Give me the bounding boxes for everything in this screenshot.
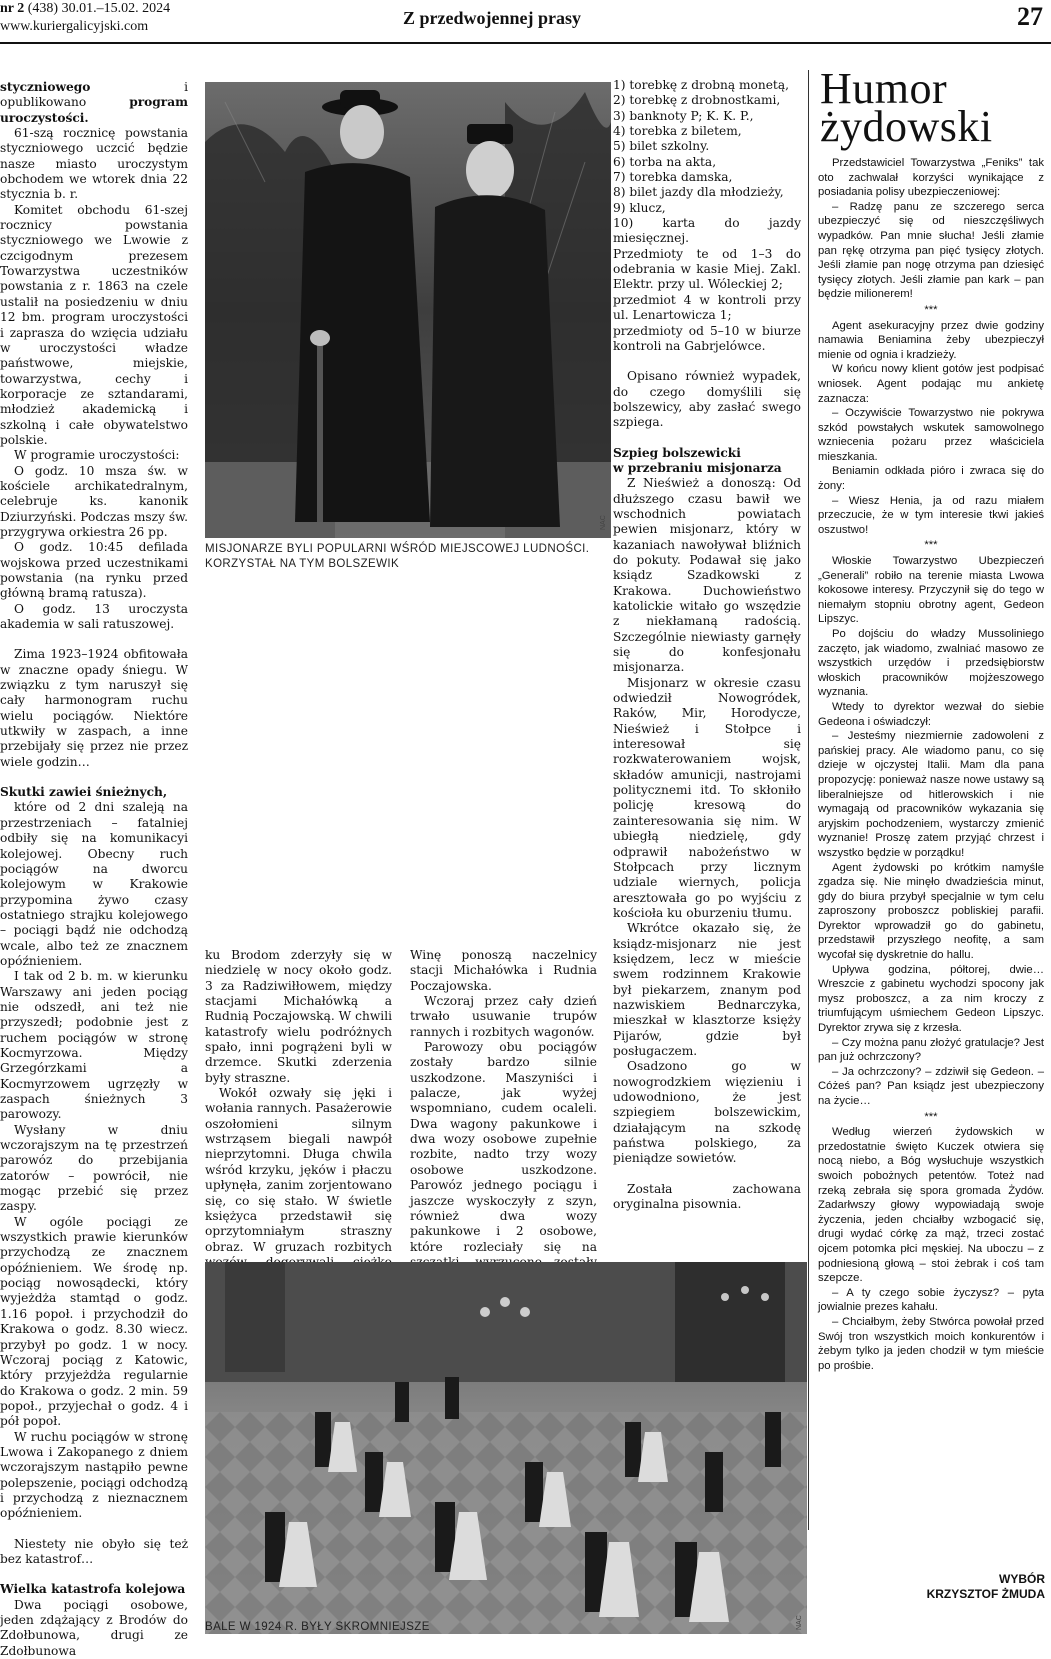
separator: *** <box>924 1110 938 1123</box>
joke-paragraph: – A ty czego sobie życzysz? – pyta jowialnie prezes kahału. <box>818 1286 1044 1314</box>
header-rule <box>0 42 1051 44</box>
page-number: 27 <box>1017 2 1043 31</box>
joke-paragraph: Przedstawiciel Towarzystwa „Feniks” tak oto zachwalał korzyści wynikające z posiadania polisy ubezpieczeniowej: <box>818 157 1044 199</box>
paragraph: przedmioty od 5–10 w biurze kontroli na Gabrjelówce. <box>613 323 801 353</box>
paragraph: przedmiot 4 w kontroli przy ul. Lenartowicza 1; <box>613 292 801 323</box>
issue-info <box>0 0 170 36</box>
paragraph: Komitet obchodu 61-szej rocznicy powstania styczniowego we Lwowie z czcigodnym prezesem Towarzystwa uczestników powstania z r. 1863 na czele ustalił na posiedzeniu w dniu 12 bm. program uroczystości i zaprasza do wzięcia udziału w uroczystości władze państwowe, miejskie, towarzystwa, cechy i korporacje ze sztandarami, młodzież akademicką i szkolną i całe obywatelstwo polskie. <box>0 202 188 447</box>
issue-dates: (438) 30.01.–15.02. 2024 <box>24 1 171 16</box>
joke-paragraph: Beniamin odkłada pióro i zwraca się do żony: <box>818 465 1044 493</box>
joke-paragraph: – Oczywiście Towarzystwo nie pokrywa szkód powstałych wskutek samowolnego wzniecenia pożaru przez właściciela mieszkania. <box>818 407 1044 463</box>
missionaries-illustration <box>205 82 611 538</box>
joke-paragraph: – Jesteśmy niezmiernie zadowoleni z pańskiej pracy. Ale wiadomo panu, co się dzieje w ojczystej Italii. Mam dla pana propozycję: ponieważ nasze nowe ustawy są liberalniejsze od hitlerowskich i nie wymagają od pracowników wykazania się aryjskim pochodzeniem, wystarczy zmienić wyznanie! Proszę zatem przyjąć chrzest i wszystko będzie w porządku! <box>818 730 1044 859</box>
article-column-1 <box>0 80 188 1658</box>
joke-paragraph: Agent żydowski po krótkim namyśle zgadza się. Nie minęło dwadzieścia minut, gdy do biura przybył specjalnie w tym celu zaproszony proboszcz pobliskiej parafii. Dyrektor wprowadził go do gabinetu, przedstawił przyszłego neofitę, a sam wycofał się dyskretnie do hallu. <box>818 861 1044 962</box>
photo-caption-missionaries: MISJONARZE BYLI POPULARNI WŚRÓD MIEJSCOWEJ LUDNOŚCI. KORZYSTAŁ NA TYM BOLSZEWIK <box>205 543 590 570</box>
list-item: 2) torebkę z drobnostkami, <box>613 93 781 108</box>
sidebar-divider <box>808 70 809 1530</box>
humor-sidebar <box>808 64 1051 1637</box>
paragraph: W ruchu pociągów w stronę Lwowa i Zakopanego z dniem wczorajszym nastąpiło pewne polepszenie, pociągi odchodzą i przychodzą z nieznacznem opóźnieniem. <box>0 1429 188 1521</box>
joke-paragraph: Włoskie Towarzystwo Ubezpieczeń „Generali” robiło na terenie miasta Lwowa kokosowe interesy. Przyczynił się do tego w niemałym stopniu obrotny agent, Gedeon Lipszyc. <box>818 555 1044 626</box>
list-item: 1) torebkę z drobną monetą, <box>613 78 789 92</box>
humor-body <box>818 156 1044 1436</box>
lost-items-list <box>613 78 801 247</box>
paragraph: Dwa pociągi osobowe, jeden zdążający z Brodów do Zdołbunowa, drugi ze Zdołbunowa <box>0 1597 188 1658</box>
paragraph: 61-szą rocznicę powstania styczniowego uczcić będzie nasze miasto uroczystym obchodem we wtorek dnia 22 stycznia b. r. <box>0 126 188 202</box>
subheading: Wielka katastrofa kolejowa <box>0 1582 186 1597</box>
article-column-2 <box>205 948 392 1252</box>
separator: *** <box>924 303 938 316</box>
joke-paragraph: – Radzę panu ze szczerego serca ubezpieczyć się od nieszczęśliwych wypadków. Pan mnie słucha! Jeśli złamie pan rękę otrzyma pan pięć tysięcy złotych. Jeśli złamie pan nogę otrzyma pan dziesięć tysięcy złotych. Jeśli złamie pan kark – pan będzie milionerem! <box>818 200 1044 301</box>
paragraph: W programie uroczystości: <box>14 448 180 463</box>
paragraph: Została zachowana oryginalna pisownia. <box>613 1181 801 1212</box>
paragraph: Z Nieśwież a donoszą: Od dłuższego czasu bawił we wschodnich powiatach pewien misjonarz, który w kazaniach nawoływał bliźnich do pokuty. Podawał się jako ksiądz Szadkowski z Krakowa. Duchowieństwo katolickie witało go wszędzie z niekłamaną radością. Szczególnie niewiasty garnęły się do konfesjonału misjonarza. <box>613 476 801 675</box>
list-item: 8) bilet jazdy dla młodzieży, <box>613 185 784 200</box>
list-item: 10) karta do jazdy miesięcznej. <box>613 216 801 246</box>
list-item: 7) torebka damska, <box>613 170 733 185</box>
paragraph: ku Brodom zderzyły się w niedzielę w nocy około godz. 3 za Radziwiłłowem, między stacjami Michałówką a Rudnią Poczajowską. W chwili katastrofy wielu podróżnych spało, inni pogrążeni byli w drzemce. Skutki zderzenia były straszne. <box>205 948 392 1085</box>
photo-source-credit: NAC <box>600 515 607 530</box>
photo-source-credit: NAC <box>796 1615 803 1630</box>
paragraph: Wysłany w dniu wczorajszym na tę przestrzeń parowóz do przebijania zatorów – powrócił, nie mogąc przebić się przez zaspy. <box>0 1122 188 1214</box>
ballroom-illustration <box>205 1262 807 1634</box>
list-item: 9) klucz, <box>613 200 666 215</box>
paragraph: O godz. 13 uroczysta akademia w sali ratuszowej. <box>0 601 188 632</box>
joke-paragraph: W końcu nowy klient gotów jest podpisać wniosek. Agent podając mu ankietę zaznacza: <box>818 363 1044 405</box>
subheading: Skutki zawiei śnieżnych, <box>0 785 168 800</box>
paragraph: Wokół ozwały się jęki i wołania rannych. Pasażerowie oszołomieni silnym wstrząsem biegali nawpół nieprzytomni. Długa chwila wśród krzyku, jęków i płaczu upłynęła, zanim zorjentowano się, co się stało. W świetle księżyca przedstawił się oprzytomniałym straszny obraz. W gruzach rozbitych <box>205 1086 392 1254</box>
paragraph: Zima 1923–1924 obfitowała w znaczne opady śniegu. W związku z tym naruszył się cały harmonogram ruchu wielu pociągów. Niektóre utkwiły w zaspach, a inne przebijały się przez nie przez wiele godzin… <box>0 647 188 769</box>
paragraph: Przedmioty te od 1–3 do odebrania w kasie Miej. Zakl. Elektr. przy ul. Wóleckiej 2; <box>613 246 801 292</box>
list-item: 5) bilet szkolny. <box>613 139 710 154</box>
website-link[interactable]: www.kuriergalicyjski.com <box>0 19 149 34</box>
list-item: 6) torba na akta, <box>613 154 717 169</box>
paragraph: I tak od 2 b. m. w kierunku Warszawy ani jeden pociąg nie odszedł, ani też nie przyszedł; podobnie jest z ruchem pociągów w stronę Kocmyrzowa. Między Grzegórzkami a Kocmyrzowem ugrzęzły w zaspach śnieżnych 3 parowozy. <box>0 969 188 1122</box>
paragraph: Wkrótce okazało się, że ksiądz-misjonarz nie jest księdzem, lecz w mieście swem rodzinnem Krakowie był piekarzem, znanym pod nazwiskiem Bednarczyka, mieszkał w klasztorze księży Pijarów, gdzie był posługaczem. <box>613 921 801 1058</box>
joke-paragraph: – Czy można panu złożyć gratulacje? Jest pan już ochrzczony? <box>818 1036 1044 1064</box>
joke-paragraph: Wtedy to dyrektor wezwał do siebie Gedeona i oświadczył: <box>818 700 1044 728</box>
paragraph: które od 2 dni szaleją na przestrzeniach – fatalniej odbiły się na komunikacyi kolejowej. Obecny ruch pociągów na dworcu kolejowym w Krakowie przypomina żywo czasy ostatniego strajku kolejowego – pociągi bądź nie odchodzą wcale, albo też ze znacznem opóźnieniem. <box>0 800 188 968</box>
issue-number: nr 2 <box>0 1 25 16</box>
ballroom-photo <box>205 1262 807 1634</box>
paragraph: Parowozy obu pociągów zostały bardzo silnie uszkodzone. Maszyniści i palacze, jak wyżej wspomniano, cudem ocaleli. Dwa wagony pakunkowe i dwa wozy osobowe zupełnie rozbite, nadto trzy wozy osobowe uszkodzone. Parowóz jednego pociągu i jaszcze wyskoczyły z szyn, również dwa wozy pakunkowe i 2 osobowe, które rozleciały się na <box>410 1040 597 1254</box>
photo-caption-ballroom: BALE W 1924 R. BYŁY SKROMNIEJSZE <box>205 1621 430 1633</box>
subheading: w przebraniu misjonarza <box>613 460 782 475</box>
list-item: 3) banknoty P; K. K. P., <box>613 108 754 123</box>
joke-paragraph: Według wierzeń żydowskich w przedostatnie święto Kuczek otwiera się nocą niebo, a Bóg wysłuchuje wszystkich swoich pobożnych petentów. Toteż nad rzeką zebrała się spora gromada Żydów. Zadarłwszy głowy wypowiadają swoje życzenia, jeden chciałby wzbogacić się, drugi wydać córkę za mąż, trzeci zostać ojcem potomka płci męskiej. Na uboczu – z podniesioną głową – stoi żebrak i coś tam szepcze. <box>818 1126 1044 1285</box>
list-item: 4) torebka z biletem, <box>613 124 742 139</box>
joke-paragraph: – Wiesz Henia, ja od razu miałem przeczucie, że w tym interesie tkwi jakieś oszustwo! <box>818 494 1044 536</box>
joke-paragraph: Po dojściu do władzy Mussoliniego zaczęto, jak wiadomo, zwalniać masowo ze wszystkich urzędów i przedsiębiorstw włoskich pracowników mojżeszowego wyznania. <box>818 628 1044 699</box>
section-title: Z przedwojennej prasy <box>403 8 581 28</box>
joke-paragraph: – Ja ochrzczony? – zdziwił się Gedeon. – Cóżeś pan? Pan ksiądz jest ubezpieczony na życie… <box>818 1065 1044 1107</box>
paragraph: Niestety nie obyło się też bez katastrof… <box>0 1536 188 1566</box>
paragraph: W ogóle pociągi ze wszystkich prawie kierunków przychodzą ze znacznem opóźnieniem. We środę np. pociąg nowosądecki, który wyjeżdża stamtąd o godz. 1.16 popoł. i przychodził do Krakowa o godz. 8.30 wiecz. przybył po godz. 1 w nocy. Wczoraj pociąg z Katowic, który przyjeżdża regularnie do Krakowa o godz. 2 min. 59 popoł., przyjechał o godz. 4 i pół popoł. <box>0 1214 188 1429</box>
article-column-4 <box>613 78 801 1212</box>
paragraph: Winę ponoszą naczelnicy stacji Michałówka i Rudnia Poczajowska. <box>410 948 597 993</box>
joke-paragraph: – Chciałbym, żeby Stwórca powołał przed Swój tron wszystkich moich konkurentów i żebym tylko ja jeden chodził w tym mieście po prośbie. <box>818 1315 1044 1372</box>
joke-paragraph: Agent asekuracyjny przez dwie godziny namawia Beniamina żeby ubezpieczył mienie od ognia i kradzieży. <box>818 319 1044 361</box>
selection-credit: WYBÓR KRZYSZTOF ŻMUDA <box>926 1572 1045 1601</box>
humor-title: Humor żydowski <box>820 64 993 151</box>
paragraph: O godz. 10 msza św. w kościele archikatedralnym, celebruje ks. kanonik Dziurzyński. Podczas mszy św. przygrywa orkiestra 26 pp. <box>0 463 188 539</box>
paragraph: styczniowego i opublikowano program uroczystości. <box>0 80 188 125</box>
separator: *** <box>924 539 938 552</box>
subheading: Szpieg bolszewicki <box>613 445 741 460</box>
paragraph: Opisano również wypadek, do czego domyślili się bolszewicy, aby zasłać swego szpiega. <box>613 369 801 430</box>
paragraph: Misjonarz w okresie czasu odwiedził Nowogródek, Raków, Mir, Horodycze, Nieśwież i Stołpce i interesował się rozkwaterowaniem wojsk, składów amunicji, nastrojami politycznemi itd. To skłoniło policję kresową do zainteresowania się nim. W ubiegłą niedzielę, gdy odprawił nabożeństwo w Stołpcach przy licznym udziale wiernych, policja aresztowała go po wyjściu z kościoła ku oburzeniu tłumu. <box>613 675 801 920</box>
joke-paragraph: Upływa godzina, półtorej, dwie… Wreszcie z gabinetu wychodzi spocony jak mysz proboszcz, a za nim kroczy z triumfującym uśmiechem Gedeon Lipszyc. Dyrektor zrywa się z krzesła. <box>818 963 1044 1035</box>
article-column-3 <box>410 948 597 1252</box>
paragraph: Osadzono go w nowogrodzkiem więzieniu i udowodniono, że jest szpiegiem bolszewickim, działającym na szkodę państwa polskiego, za pieniądze sowietów. <box>613 1059 801 1166</box>
missionaries-photo <box>205 82 611 538</box>
paragraph: O godz. 10:45 defilada wojskowa przed uczestnikami powstania (na rynku przed główną bramą ratusza). <box>0 540 188 601</box>
paragraph: Wczoraj przez cały dzień trwało usuwanie trupów rannych i rozbitych wagonów. <box>410 994 597 1039</box>
